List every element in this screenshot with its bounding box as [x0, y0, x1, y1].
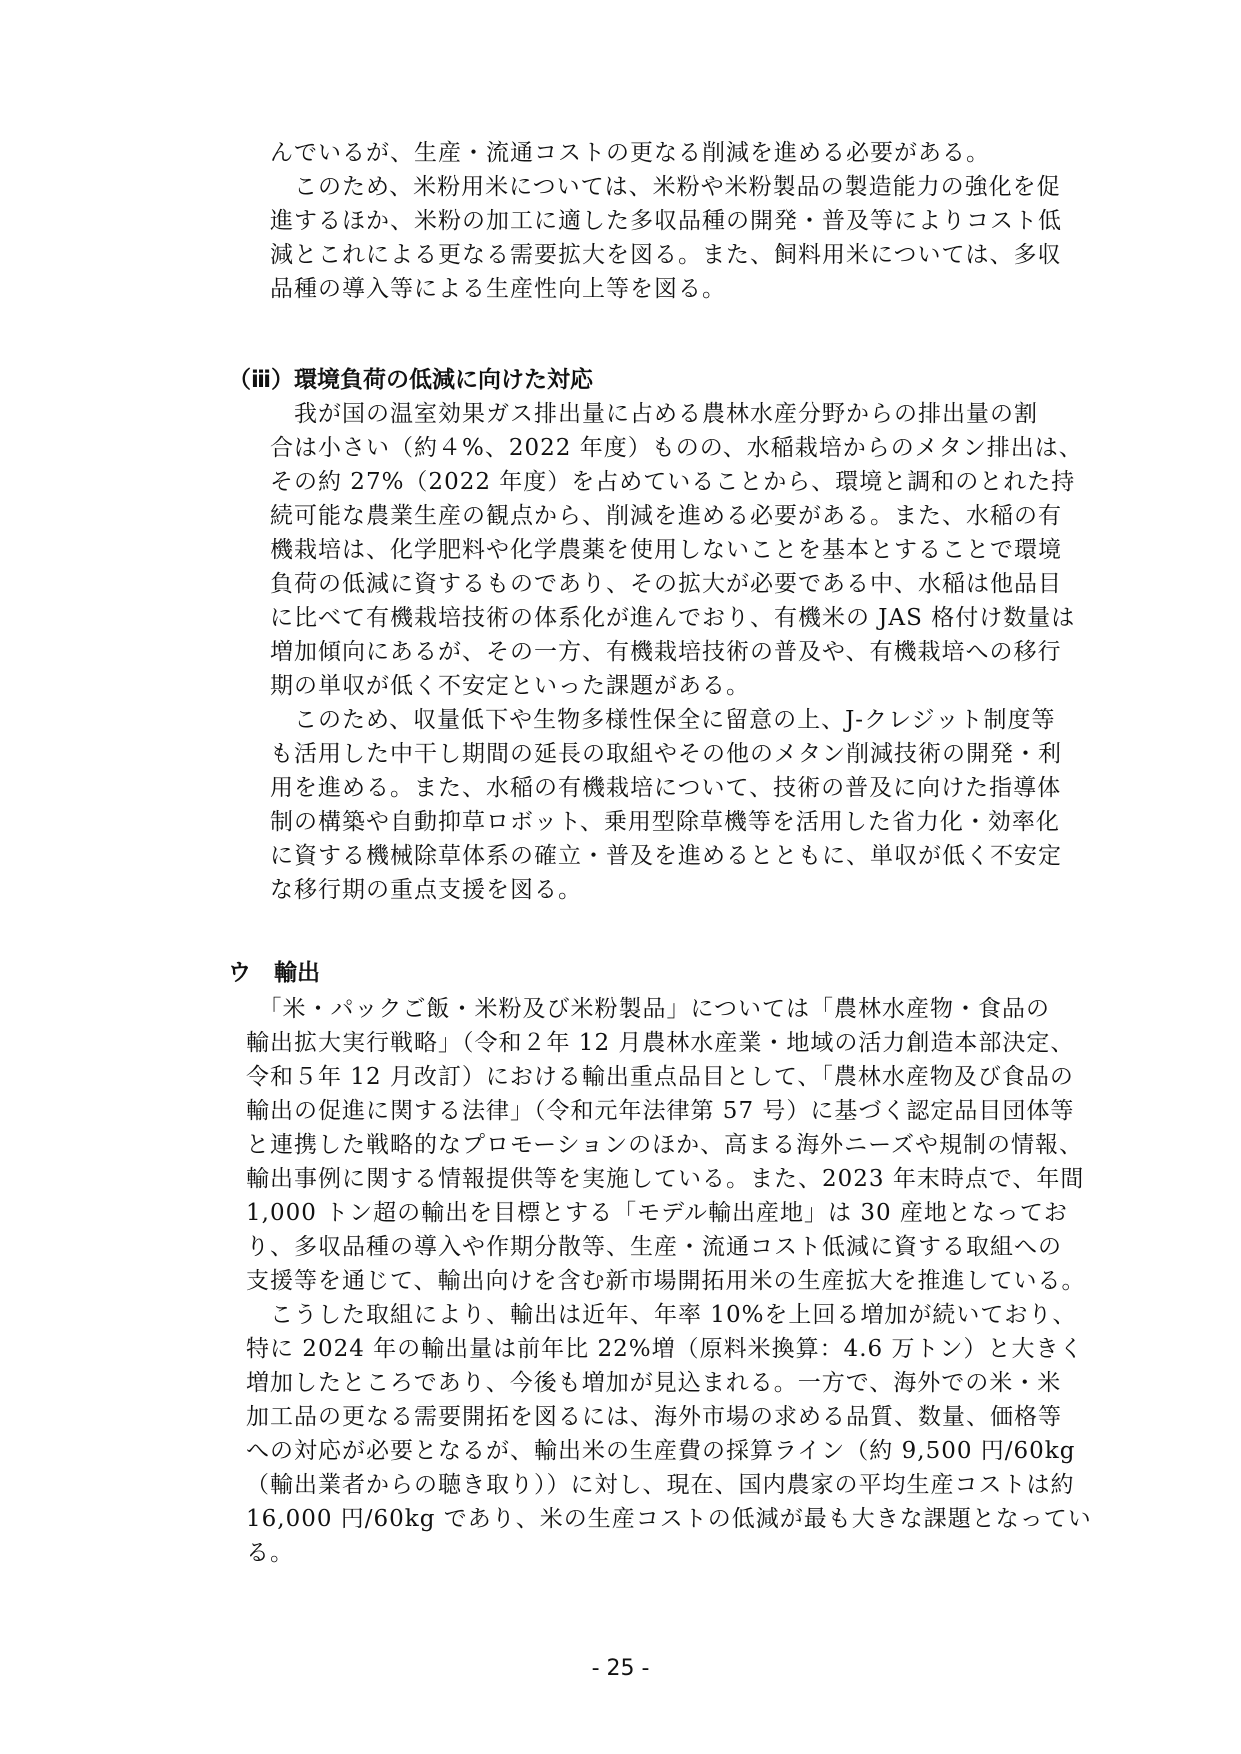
body-line: 品種の導入等による生産性向上等を図る。	[270, 276, 726, 302]
body-line: 1,000 トン超の輸出を目標とする「モデル輸出産地」は 30 産地となってお	[246, 1200, 1068, 1226]
body-line: 輸出拡大実行戦略」（令和２年 12 月農林水産業・地域の活力創造本部決定、	[246, 1030, 1075, 1056]
body-line: その約 27%（2022 年度）を占めていることから、環境と調和のとれた持	[270, 469, 1076, 495]
body-line: （輸出業者からの聴き取り））に対し、現在、国内農家の平均生産コストは約	[246, 1472, 1075, 1498]
body-line: も活用した中干し期間の延長の取組やその他のメタン削減技術の開発・利	[270, 741, 1062, 767]
body-line: な移行期の重点支援を図る。	[270, 877, 582, 903]
section-export-heading: ウ 輸出	[228, 960, 320, 986]
body-line: 「米・パックご飯・米粉及び米粉製品」については「農林水産物・食品の	[246, 996, 1051, 1022]
body-line: このため、米粉用米については、米粉や米粉製品の製造能力の強化を促	[270, 174, 1061, 200]
body-line: に比べて有機栽培技術の体系化が進んでおり、有機米の JAS 格付け数量は	[270, 605, 1076, 631]
body-line: 支援等を通じて、輸出向けを含む新市場開拓用米の生産拡大を推進している。	[246, 1268, 1086, 1294]
body-line: このため、収量低下や生物多様性保全に留意の上、J-クレジット制度等	[270, 707, 1056, 733]
body-line: り、多収品種の導入や作期分散等、生産・流通コスト低減に資する取組への	[246, 1234, 1062, 1260]
body-line: 機栽培は、化学肥料や化学農薬を使用しないことを基本とすることで環境	[270, 537, 1062, 563]
body-line: 用を進める。また、水稲の有機栽培について、技術の普及に向けた指導体	[270, 775, 1062, 801]
body-line: 続可能な農業生産の観点から、削減を進める必要がある。また、水稲の有	[270, 503, 1062, 529]
body-line: 輸出の促進に関する法律」（令和元年法律第 57 号）に基づく認定品目団体等	[246, 1098, 1075, 1124]
body-line: 期の単収が低く不安定といった課題がある。	[270, 673, 750, 699]
body-line: 令和５年 12 月改訂）における輸出重点品目として、「農林水産物及び食品の	[246, 1064, 1074, 1090]
body-line: 加工品の更なる需要開拓を図るには、海外市場の求める品質、数量、価格等	[246, 1404, 1062, 1430]
body-line: 制の構築や自動抑草ロボット、乗用型除草機等を活用した省力化・効率化	[270, 809, 1060, 835]
body-line: に資する機械除草体系の確立・普及を進めるとともに、単収が低く不安定	[270, 843, 1062, 869]
body-line: と連携した戦略的なプロモーションのほか、高まる海外ニーズや規制の情報、	[246, 1132, 1084, 1158]
body-line: 増加したところであり、今後も増加が見込まれる。一方で、海外での米・米	[246, 1370, 1062, 1396]
body-line: 合は小さい（約４%、2022 年度）ものの、水稲栽培からのメタン排出は、	[270, 435, 1083, 461]
body-line: こうした取組により、輸出は近年、年率 10%を上回る増加が続いており、	[246, 1302, 1077, 1328]
body-line: 輸出事例に関する情報提供等を実施している。また、2023 年末時点で、年間	[246, 1166, 1085, 1192]
body-line: への対応が必要となるが、輸出米の生産費の採算ライン（約 9,500 円/60kg	[246, 1438, 1076, 1464]
page-number: - 25 -	[591, 1656, 650, 1681]
body-line: 負荷の低減に資するものであり、その拡大が必要である中、水稲は他品目	[270, 571, 1062, 597]
body-line: んでいるが、生産・流通コストの更なる削減を進める必要がある。	[270, 140, 990, 166]
body-line: る。	[246, 1540, 294, 1566]
body-line: 我が国の温室効果ガス排出量に占める農林水産分野からの排出量の割	[270, 401, 1038, 427]
body-line: 減とこれによる更なる需要拡大を図る。また、飼料用米については、多収	[270, 242, 1062, 268]
section-iii-heading: （ⅲ）環境負荷の低減に向けた対応	[228, 367, 594, 393]
body-line: 特に 2024 年の輸出量は前年比 22%増（原料米換算：4.6 万トン）と大きく	[246, 1336, 1084, 1362]
body-line: 16,000 円/60kg であり、米の生産コストの低減が最も大きな課題となってい	[246, 1506, 1092, 1532]
body-line: 増加傾向にあるが、その一方、有機栽培技術の普及や、有機栽培への移行	[270, 639, 1062, 665]
body-line: 進するほか、米粉の加工に適した多収品種の開発・普及等によりコスト低	[270, 208, 1062, 234]
